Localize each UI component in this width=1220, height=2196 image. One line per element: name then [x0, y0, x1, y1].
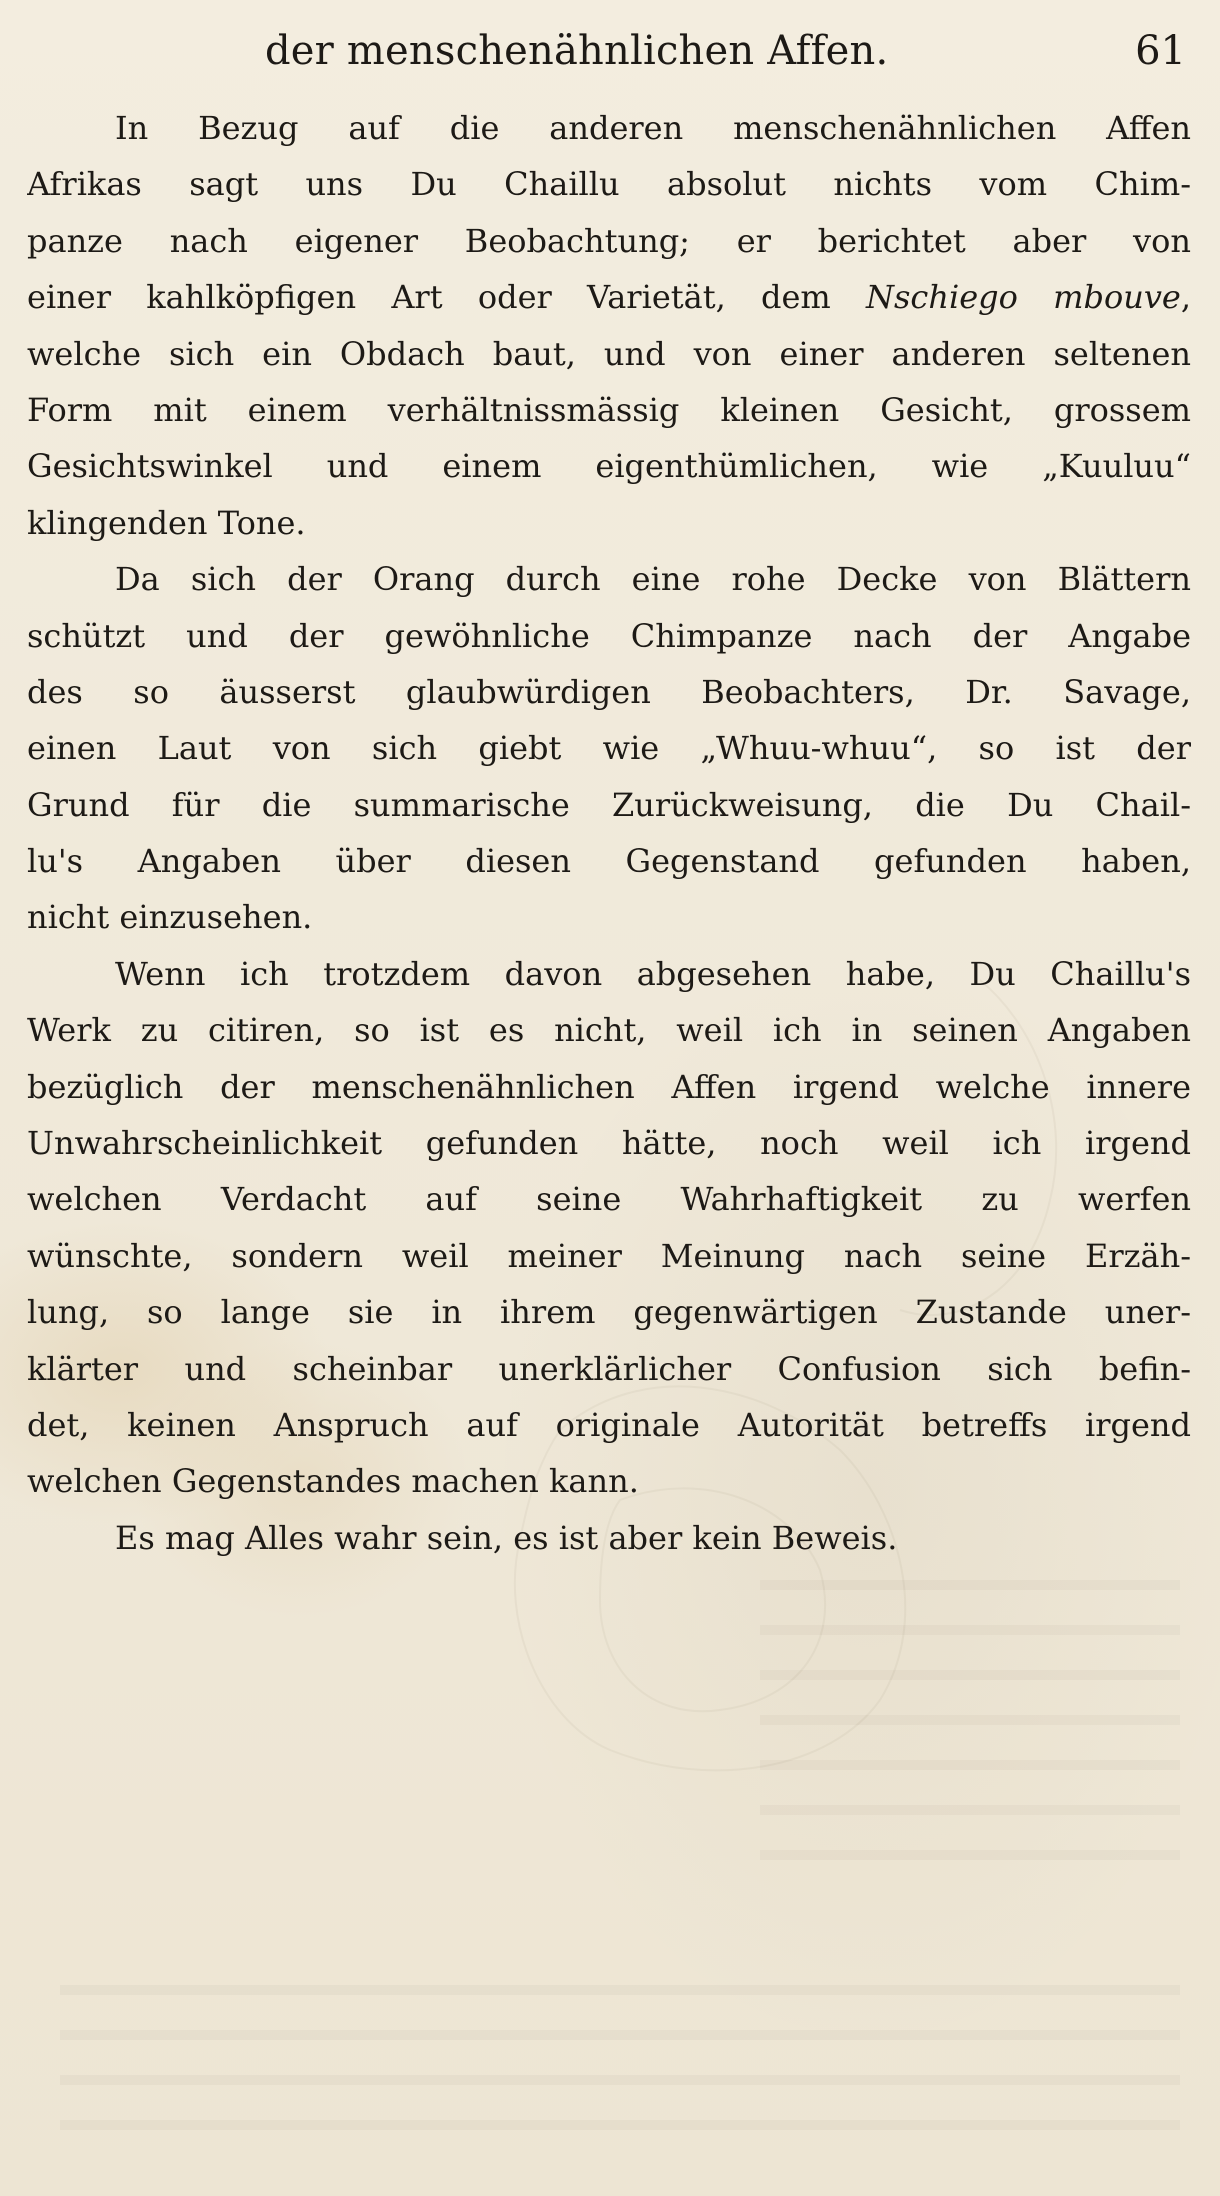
text-line: bezüglich der menschenähnlichen Affen irgend welche innere [27, 1067, 1191, 1106]
text-line: welche sich ein Obdach baut, und von einer anderen seltenen [27, 334, 1191, 373]
text-segment: , [1180, 278, 1191, 317]
running-title: der menschenähnlichen Affen. [265, 28, 889, 74]
paragraph [27, 100, 1191, 551]
text-line: welchen Verdacht auf seine Wahrhaftigkeit zu werfen [27, 1180, 1191, 1219]
text-line: Grund für die summarische Zurückweisung, die Du Chail- [27, 785, 1191, 824]
page-number: 61 [1135, 28, 1186, 74]
text-line: des so äusserst glaubwürdigen Beobachters, Dr. Savage, [27, 672, 1191, 711]
text-line: lu's Angaben über diesen Gegenstand gefunden haben, [27, 842, 1191, 881]
text-line: klingenden Tone. [27, 503, 306, 542]
text-line: det, keinen Anspruch auf originale Autorität betreffs irgend [27, 1405, 1191, 1444]
text-line: Es mag Alles wahr sein, es ist aber kein Beweis. [115, 1518, 898, 1557]
text-line: Unwahrscheinlichkeit gefunden hätte, noch weil ich irgend [27, 1124, 1191, 1163]
text-line: Gesichtswinkel und einem eigenthümlichen, wie „Kuuluu“ [27, 447, 1191, 486]
paragraph [27, 946, 1191, 1510]
body-text [27, 100, 1191, 1566]
text-line: lung, so lange sie in ihrem gegenwärtigen Zustande uner- [27, 1293, 1191, 1332]
text-line: Werk zu citiren, so ist es nicht, weil ich in seinen Angaben [27, 1011, 1191, 1050]
text-line: einen Laut von sich giebt wie „Whuu-whuu“, so ist der [27, 729, 1191, 768]
text-line: In Bezug auf die anderen menschenähnlichen Affen [115, 109, 1191, 147]
text-line: Form mit einem verhältnissmässig kleinen Gesicht, grossem [27, 390, 1191, 429]
text-line: wünschte, sondern weil meiner Meinung nach seine Erzäh- [27, 1236, 1191, 1275]
species-name: Nschiego mbouve [866, 278, 1181, 317]
paragraph [27, 1510, 1191, 1566]
text-line: welchen Gegenstandes machen kann. [27, 1462, 639, 1501]
page-header [0, 22, 1220, 82]
text-line: nicht einzusehen. [27, 898, 313, 937]
text-line: Afrikas sagt uns Du Chaillu absolut nichts vom Chim- [27, 165, 1191, 204]
text-line: klärter und scheinbar unerklärlicher Confusion sich befin- [27, 1349, 1191, 1388]
text-segment: einer kahlköpfigen Art oder Varietät, dem [27, 278, 866, 317]
text-line: Da sich der Orang durch eine rohe Decke von Blättern [115, 560, 1191, 599]
text-line: schützt und der gewöhnliche Chimpanze nach der Angabe [27, 616, 1191, 655]
text-line [27, 269, 1191, 325]
text-line: Wenn ich trotzdem davon abgesehen habe, Du Chaillu's [115, 954, 1191, 993]
paragraph [27, 551, 1191, 946]
text-line: panze nach eigener Beobachtung; er berichtet aber von [27, 221, 1191, 260]
